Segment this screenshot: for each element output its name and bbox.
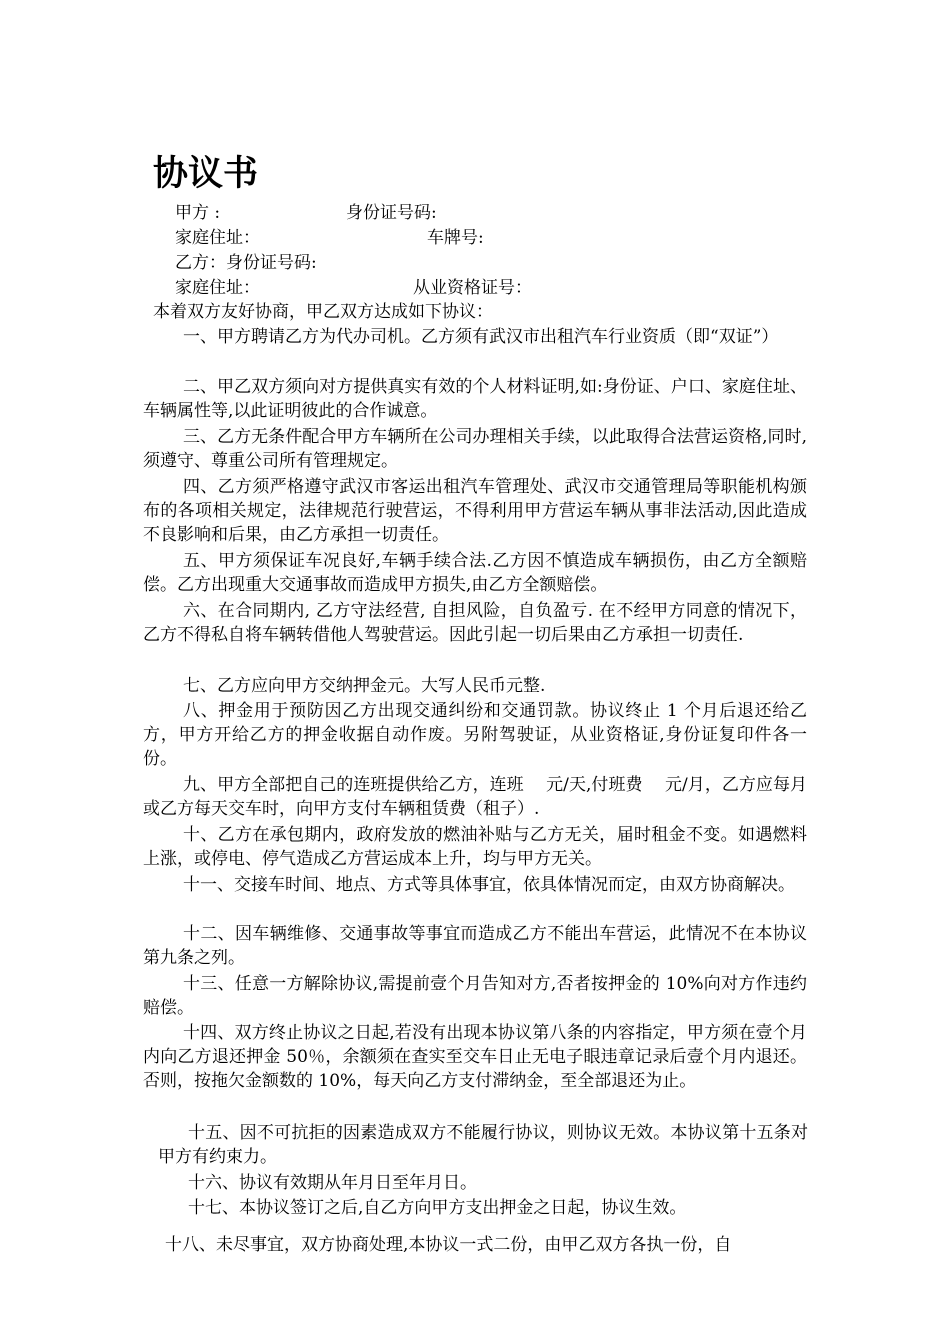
plate-number-label: 车牌号: [427,228,484,248]
clause-8: 八、押金用于预防因乙方出现交通纠纷和交通罚款。协议终止 1 个月后退还给乙方，甲方开给乙方的押金收据自动作废。另附驾驶证，从业资格证,身份证复印件各一份。 [143,701,807,769]
clause-15: 十五、因不可抗拒的因素造成双方不能履行协议，则协议无效。本协议第十五条对甲方有约束力。 [158,1123,808,1167]
party-a-address-label: 家庭住址： [175,228,260,248]
party-a-label: 甲方 : [175,203,221,223]
clause-7: 七、乙方应向甲方交纳押金元。大写人民币元整. [183,676,546,696]
clause-6: 六、在合同期内, 乙方守法经营, 自担风险，自负盈亏. 在不经甲方同意的情况下，乙方不得私自将车辆转借他人驾驶营运。因此引起一切后果由乙方承担一切责任. [143,601,807,645]
clause-5: 五、甲方须保证车况良好,车辆手续合法.乙方因不慎造成车辆损伤，由乙方全额赔偿。乙方出现重大交通事故而造成甲方损失,由乙方全额赔偿。 [143,551,807,595]
clause-9: 九、甲方全部把自己的连班提供给乙方，连班 元/天,付班费 元/月，乙方应每月或乙方每天交车时，向甲方支付车辆租赁费（租子）. [143,775,807,819]
party-a-id-label: 身份证号码: [346,203,437,223]
clause-10: 十、乙方在承包期内，政府发放的燃油补贴与乙方无关，届时租金不变。如遇燃料上涨，或停电、停气造成乙方营运成本上升，均与甲方无关。 [143,825,807,869]
clause-17: 十七、本协议签订之后,自乙方向甲方支出押金之日起，协议生效。 [188,1198,687,1218]
clause-12: 十二、因车辆维修、交通事故等事宜而造成乙方不能出车营运，此情况不在本协议第九条之列。 [143,924,807,968]
clause-1: 一、甲方聘请乙方为代办司机。乙方须有武汉市出租汽车行业资质（即“双证”） [183,327,779,347]
preamble: 本着双方友好协商，甲乙双方达成如下协议： [153,302,493,322]
clause-2: 二、甲乙双方须向对方提供真实有效的个人材料证明,如:身份证、户口、家庭住址、车辆属性等,以此证明彼此的合作诚意。 [143,377,807,421]
party-b-label: 乙方：身份证号码: [175,253,317,273]
clause-16: 十六、协议有效期从年月日至年月日。 [188,1173,477,1193]
party-b-address-label: 家庭住址： [175,278,260,298]
license-number-label: 从业资格证号： [413,278,532,298]
clause-3: 三、乙方无条件配合甲方车辆所在公司办理相关手续，以此取得合法营运资格,同时,须遵守、尊重公司所有管理规定。 [143,427,807,471]
document-title: 协议书 [153,154,259,194]
clause-4: 四、乙方须严格遵守武汉市客运出租汽车管理处、武汉市交通管理局等职能机构颁布的各项相关规定，法律规范行驶营运，不得利用甲方营运车辆从事非法活动,因此造成不良影响和后果，由乙方承担一切责任。 [143,477,807,545]
clause-14: 十四、双方终止协议之日起,若没有出现本协议第八条的内容指定，甲方须在壹个月内向乙方退还押金 50％，余额须在查实至交车日止无电子眼违章记录后壹个月内退还。否则，按拖欠金额数的 10%，每天向乙方支付滞纳金，至全部退还为止。 [143,1023,807,1091]
clause-13: 十三、任意一方解除协议,需提前壹个月告知对方,否者按押金的 10%向对方作违约赔偿。 [143,974,807,1018]
clause-11: 十一、交接车时间、地点、方式等具体事宜，依具体情况而定，由双方协商解决。 [183,875,795,895]
clause-18: 十八、未尽事宜，双方协商处理,本协议一式二份，由甲乙双方各执一份，自 [165,1235,732,1255]
